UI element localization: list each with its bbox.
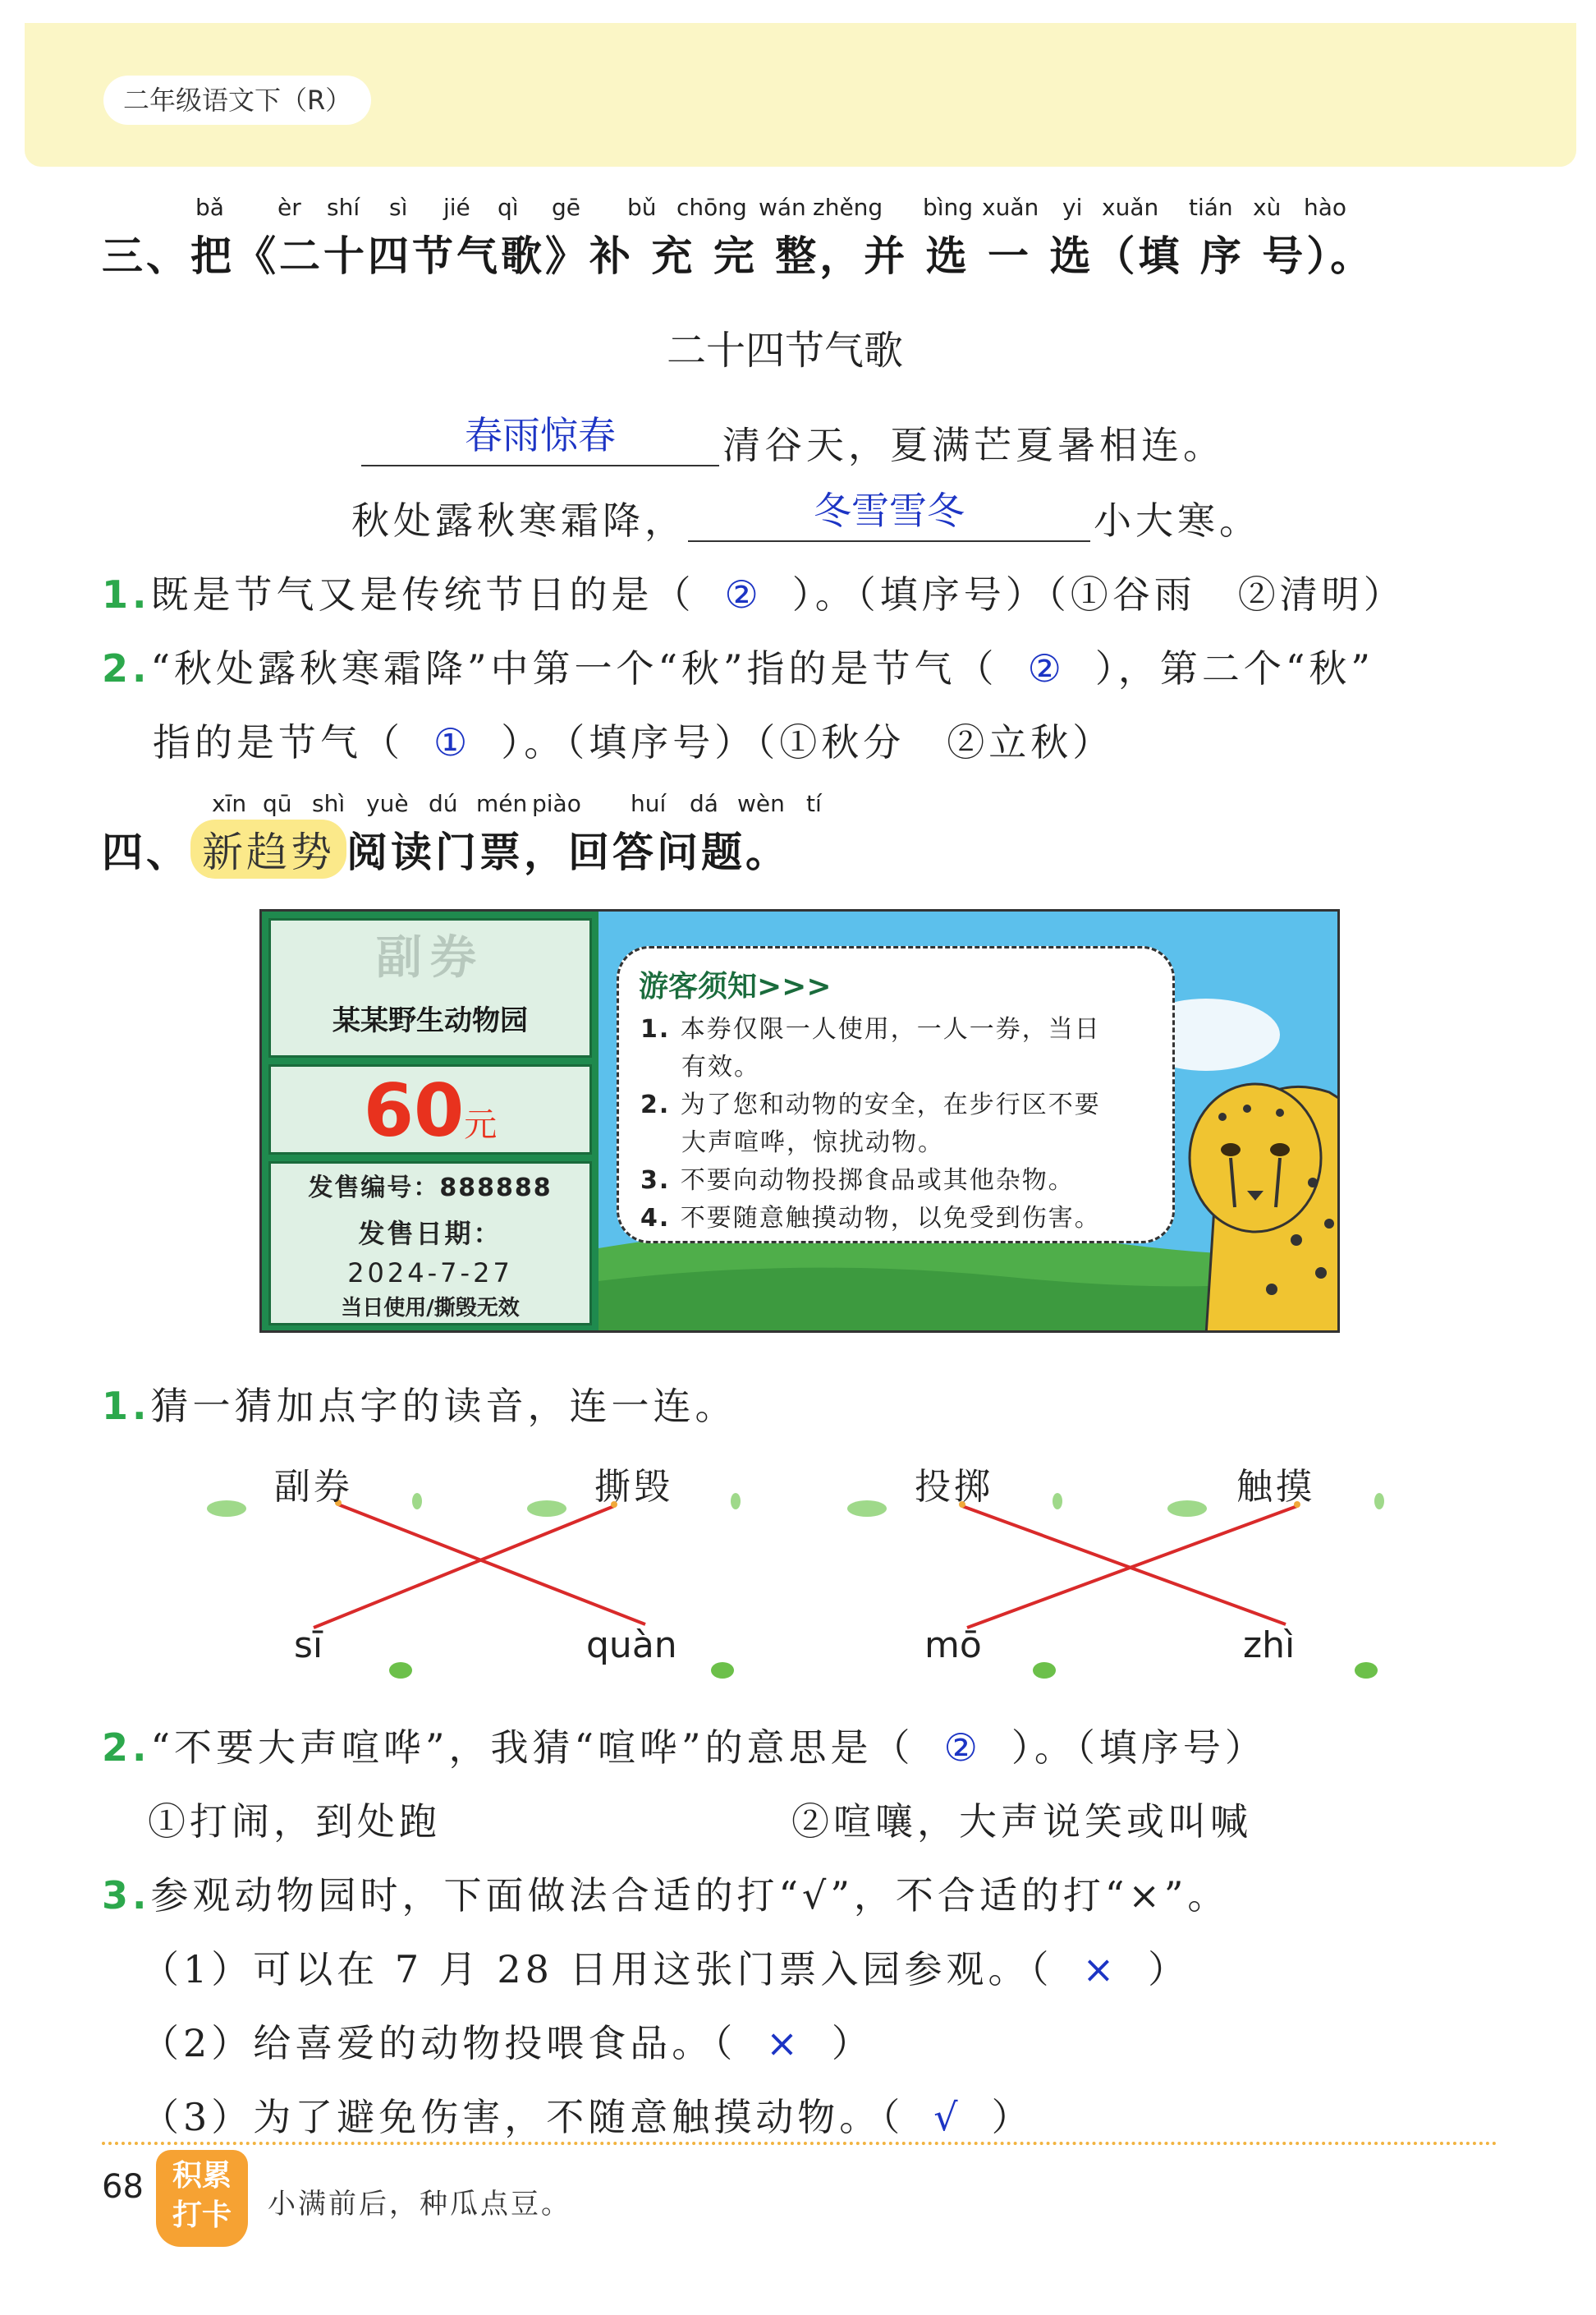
s4-q3-item-1 [141, 1940, 1190, 1994]
header-wave [25, 140, 1576, 181]
pinyin-syllable: dá [690, 790, 718, 817]
item-text: （1）可以在 7 月 28 日用这张门票入园参观。（ [141, 1947, 1053, 1991]
pinyin-syllable: bìng [923, 194, 974, 221]
word-3: 投掷 [915, 1466, 993, 1508]
pinyin-syllable: wèn [737, 790, 785, 817]
section-title: 阅读门票，回答问题。 [346, 829, 790, 876]
stub-top [268, 918, 592, 1058]
question-number: 2. [102, 646, 151, 691]
poem-title: 二十四节气歌 [667, 328, 904, 374]
question-text: ）。（填序号）（①谷雨 ②清明） [791, 572, 1406, 617]
pinyin-syllable: xù [1253, 194, 1282, 221]
item-text: （3）为了避免伤害，不随意触摸动物。（ [141, 2095, 905, 2139]
footer-tip: 小满前后，种瓜点豆。 [268, 2188, 571, 2221]
question-text: ），第二个“秋” [1094, 646, 1374, 691]
s4-question-2 [102, 1718, 1267, 1772]
question-text: “不要大声喧哗”，我猜“喧哗”的意思是（ [150, 1725, 915, 1770]
notice-text: 为了您和动物的安全，在步行区不要 [680, 1091, 1101, 1119]
stub-info [268, 1161, 592, 1325]
question-text: ）。（填序号）（①秋分 ②立秋） [501, 720, 1115, 765]
item-text: （2）给喜爱的动物投喂食品。（ [141, 2021, 737, 2065]
notice-item [640, 1086, 1101, 1124]
pinyin-syllable: shì [312, 790, 346, 817]
word-4: 触摸 [1236, 1466, 1315, 1508]
notice-number: 3. [640, 1166, 681, 1195]
section-number: 四、 [102, 829, 190, 876]
pinyin-syllable: bǔ [627, 194, 657, 221]
pinyin-syllable: mén [476, 790, 528, 817]
emphasis-dots [335, 1500, 1300, 1508]
footer-divider [102, 2142, 1497, 2145]
answer: ② [943, 1725, 982, 1770]
poem-blank-2 [688, 483, 1090, 542]
visitor-notice [617, 946, 1175, 1243]
serial-number: 发售编号：888888 [308, 1174, 553, 1202]
pinyin-syllable: tí [806, 790, 822, 817]
s4-q2-option-2: ②喧嚷，大声说笑或叫喊 [791, 1799, 1252, 1844]
pinyin-syllable: xuǎn [1102, 194, 1159, 221]
pinyin-syllable: yuè [366, 790, 409, 817]
pinyin-syllable: dú [429, 790, 458, 817]
page-number: 68 [102, 2168, 144, 2206]
poem-blank-1 [361, 407, 719, 466]
poem-line-2-end: 小大寒。 [1094, 498, 1261, 543]
pinyin-syllable: xīn [212, 790, 247, 817]
notice-number: 4. [640, 1204, 681, 1233]
pinyin-syllable: qū [263, 790, 292, 817]
stub-label: 副券 [376, 931, 484, 985]
book-title-tag: 二年级语文下（R） [103, 76, 371, 125]
pinyin-syllable: sì [389, 194, 408, 221]
match-lines [314, 1504, 1297, 1628]
sale-date: 2024-7-27 [347, 1257, 513, 1288]
s4-question-1 [102, 1376, 736, 1431]
match-line [962, 1506, 1286, 1624]
pinyin-1: sī [294, 1624, 323, 1666]
pinyin-syllable: hào [1304, 194, 1347, 221]
poem-answer-1: 春雨惊春 [465, 413, 616, 457]
leaf-icon [389, 1662, 1378, 1679]
question-text: 指的是节气（ [153, 720, 404, 765]
matching-area [0, 1445, 1596, 1692]
question-number: 1. [102, 1384, 151, 1428]
poem-line-2: 秋处露秋寒霜降， [351, 498, 686, 543]
question-text: 猜一猜加点字的读音，连一连。 [150, 1384, 737, 1428]
notice-title: 游客须知>>> [639, 970, 832, 1004]
item-text: ） [991, 2095, 1034, 2139]
pinyin-syllable: tián [1189, 194, 1233, 221]
pinyin-syllable: piào [532, 790, 581, 817]
s4-question-3 [102, 1866, 1229, 1920]
badge-line-1: 积累 [172, 2159, 232, 2193]
item-text: ） [831, 2021, 874, 2065]
s3-question-2-cont [153, 713, 1114, 767]
poem-answer-2: 冬雪雪冬 [814, 489, 965, 533]
s4-q2-option-1: ①打闹，到处跑 [148, 1799, 441, 1844]
notice-text: 本券仅限一人使用，一人一券，当日 [680, 1015, 1101, 1044]
pinyin-syllable: èr [277, 194, 301, 221]
section3-pinyin-row [0, 194, 1596, 223]
pinyin-syllable: zhěng [813, 194, 883, 221]
question-number: 1. [102, 572, 151, 617]
badge-line-2: 打卡 [172, 2198, 232, 2232]
question-text: ）。（填序号） [1011, 1725, 1267, 1770]
section3-title: 三、把《二十四节气歌》补 充 完 整，并 选 一 选（填 序 号）。 [102, 232, 1375, 280]
zoo-name: 某某野生动物园 [332, 1004, 528, 1037]
zoo-ticket [259, 909, 1340, 1333]
pinyin-4: zhì [1243, 1624, 1296, 1666]
pinyin-syllable: yi [1062, 194, 1083, 221]
ticket-rule: 当日使用/撕毁无效 [341, 1296, 520, 1321]
word-1: 副券 [274, 1466, 353, 1508]
pinyin-3: mō [924, 1624, 982, 1666]
s4-q3-item-2 [141, 2014, 874, 2068]
pinyin-syllable: gē [552, 194, 580, 221]
answer: ① [433, 720, 472, 765]
question-number: 2. [102, 1725, 151, 1770]
question-text: 参观动物园时，下面做法合适的打“√”，不合适的打“×”。 [150, 1873, 1230, 1918]
pinyin-2: quàn [586, 1624, 677, 1666]
ticket-stub [268, 918, 592, 1325]
leaf-icon [207, 1493, 1384, 1517]
section4-title-row [102, 820, 790, 879]
trend-tag: 新趋势 [190, 820, 346, 879]
notice-item [640, 1011, 1101, 1049]
match-line [314, 1506, 614, 1628]
question-text: 既是节气又是传统节日的是（ [150, 572, 695, 617]
section4-pinyin-row [0, 790, 1596, 820]
answer: ② [724, 572, 763, 617]
match-line [338, 1504, 645, 1624]
price-unit: 元 [464, 1106, 498, 1144]
answer: × [766, 2021, 802, 2065]
notice-item-cont: 有效。 [681, 1053, 760, 1082]
notice-item [640, 1162, 1101, 1200]
notice-text: 不要随意触摸动物，以免受到伤害。 [680, 1204, 1101, 1233]
pinyin-syllable: bǎ [195, 194, 224, 221]
word-2: 撕毁 [594, 1466, 673, 1508]
answer: √ [933, 2095, 962, 2139]
pinyin-syllable: qì [498, 194, 519, 221]
notice-number: 2. [640, 1091, 681, 1119]
price-value: 60 [363, 1068, 465, 1153]
notice-item-cont: 大声喧哗，惊扰动物。 [681, 1128, 944, 1157]
pinyin-syllable: jié [443, 194, 470, 221]
notice-text: 不要向动物投掷食品或其他杂物。 [680, 1166, 1075, 1195]
s4-q3-item-3 [141, 2088, 1034, 2142]
answer: × [1082, 1947, 1119, 1991]
stub-price [268, 1064, 592, 1155]
notice-number: 1. [640, 1015, 681, 1044]
question-text: “秋处露秋寒霜降”中第一个“秋”指的是节气（ [150, 646, 998, 691]
date-label: 发售日期： [358, 1218, 502, 1249]
poem-line-1: 清谷天，夏满芒夏暑相连。 [722, 423, 1225, 467]
pinyin-syllable: huí [631, 790, 667, 817]
answer: ② [1027, 646, 1066, 691]
notice-item [640, 1200, 1101, 1238]
question-number: 3. [102, 1873, 151, 1918]
pinyin-syllable: xuǎn [982, 194, 1039, 221]
accumulate-badge [156, 2150, 248, 2247]
s3-question-1 [102, 565, 1406, 619]
pinyin-syllable: chōng [676, 194, 747, 221]
notice-list [640, 1011, 1101, 1238]
s3-question-2 [102, 639, 1374, 693]
pinyin-syllable: wán [759, 194, 806, 221]
cheetah-icon [1190, 1084, 1340, 1333]
item-text: ） [1148, 1947, 1190, 1991]
pinyin-syllable: shí [327, 194, 360, 221]
